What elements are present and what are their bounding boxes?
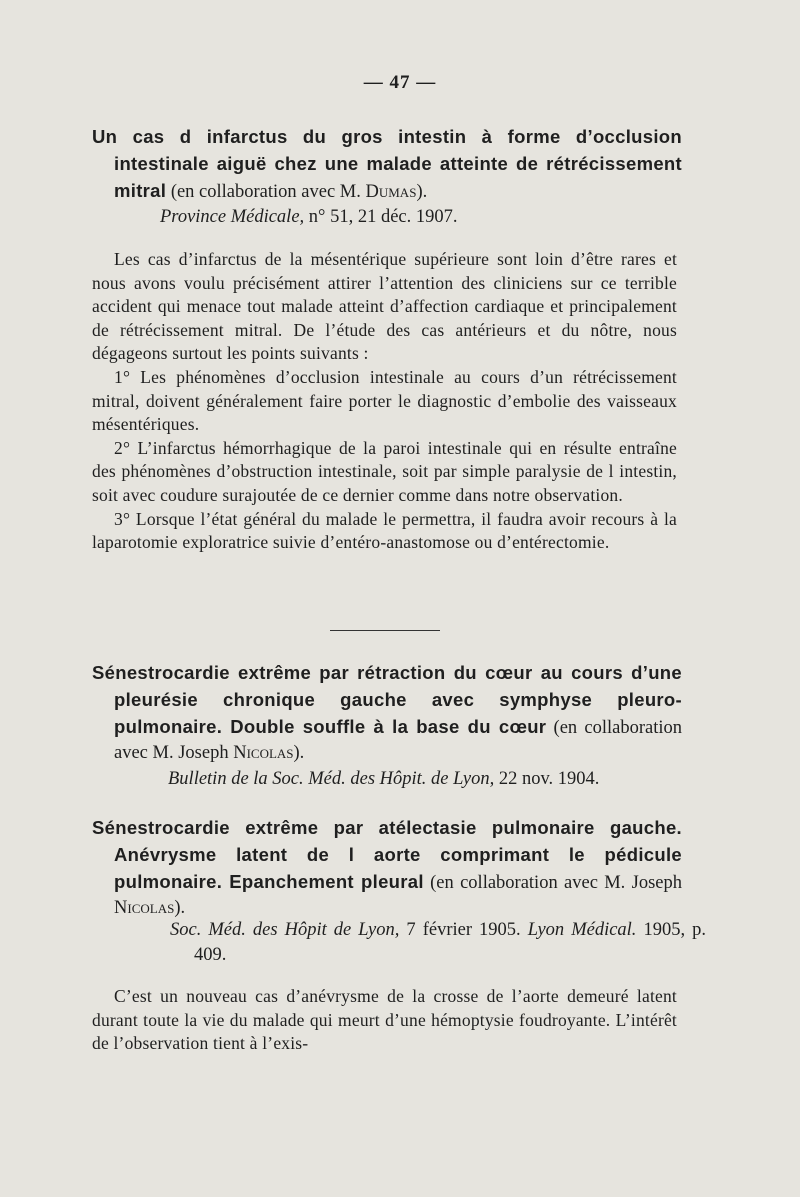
entry2-collaborator: Nicolas (233, 743, 294, 763)
entry2-title (92, 660, 682, 766)
entry2-title-plain: (en collaboration avec M. Joseph (114, 718, 682, 763)
entry3-ref-rest: 1905, p. 409. (194, 920, 707, 965)
entry3-title-bold: Sénestrocardie extrême par atélectasie pulmonaire gauche. Anévrysme latent de l aorte comprimant le pédicule pulmonaire. Epanchement pleural (92, 817, 682, 892)
entry1-paragraph-1: Les cas d’infarctus de la mésentérique supérieure sont loin d’être rares et nous avons voulu précisément attirer l’attention des cliniciens sur ce terrible accident qui menace tout malade atteint d’affection cardiaque et principalement de rétrécissement mitral. De l’étude des cas antérieurs et du nôtre, nous dégageons surtout les points suivants : (92, 249, 677, 364)
entry1-collaborator: Dumas (365, 182, 417, 202)
entry3-ref-date: 7 février 1905. (399, 920, 528, 940)
entry2-ref-rest: 22 nov. 1904. (494, 769, 600, 789)
entry3-paragraph-1: C’est un nouveau cas d’anévrysme de la crosse de l’aorte demeuré latent durant toute la vie du malade qui meurt d’une hémoptysie foudroyante. L’intérêt de l’observation tient à l’exis- (92, 986, 677, 1054)
entry1-reference (160, 205, 458, 230)
entry3-ref-journal-2: Lyon Médical. (527, 920, 637, 940)
entry1-title-end: ). (416, 182, 428, 202)
entry1-title-plain: (en collaboration avec M. (166, 182, 366, 202)
entry1-title-bold: Un cas d infarctus du gros intestin à forme d’occlusion intestinale aiguë chez une malade atteinte de rétrécissement mitral (92, 126, 682, 201)
entry3-title-plain: (en collaboration avec M. Joseph (423, 873, 682, 893)
entry3-title-end: ). (174, 898, 186, 918)
entry1-title (92, 124, 682, 205)
entry2-reference (168, 767, 599, 792)
entry2-ref-journal: Bulletin de la Soc. Méd. des Hôpit. de Lyon, (168, 769, 495, 789)
entry1-abstract (92, 248, 677, 555)
entry1-paragraph-3: 2° L’infarctus hémorrhagique de la paroi intestinale qui en résulte entraîne des phénomènes d’obstruction intestinale, soit par simple paralysie de l intestin, soit avec coudure surajoutée de ce dernier comme dans notre observation. (92, 437, 677, 505)
entry3-ref-journal: Soc. Méd. des Hôpit de Lyon, (170, 920, 400, 940)
entry1-paragraph-2: 1° Les phénomènes d’occlusion intestinale au cours d’un rétrécissement mitral, doivent généralement faire porter le diagnostic d’embolie des vaisseaux mésentériques. (92, 366, 677, 435)
entry2-title-end: ). (293, 743, 305, 763)
entry3-title (92, 815, 682, 921)
entry1-ref-journal: Province Médicale, (160, 207, 305, 227)
entry1-paragraph-4: 3° Lorsque l’état général du malade le permettra, il faudra avoir recours à la laparotomie exploratrice suivie d’entéro-anastomose ou d’entérectomie. (92, 508, 677, 553)
section-divider (330, 630, 440, 631)
entry3-abstract (92, 985, 677, 1056)
entry1-ref-rest: n° 51, 21 déc. 1907. (304, 207, 458, 227)
entry3-collaborator: Nicolas (114, 898, 175, 918)
entry3-reference (170, 918, 706, 968)
entry2-title-bold: Sénestrocardie extrême par rétraction du cœur au cours d’une pleurésie chronique gauche avec symphyse pleuro-pulmonaire. Double souffle à la base du cœur (92, 662, 682, 737)
page-number: — 47 — (363, 72, 437, 93)
